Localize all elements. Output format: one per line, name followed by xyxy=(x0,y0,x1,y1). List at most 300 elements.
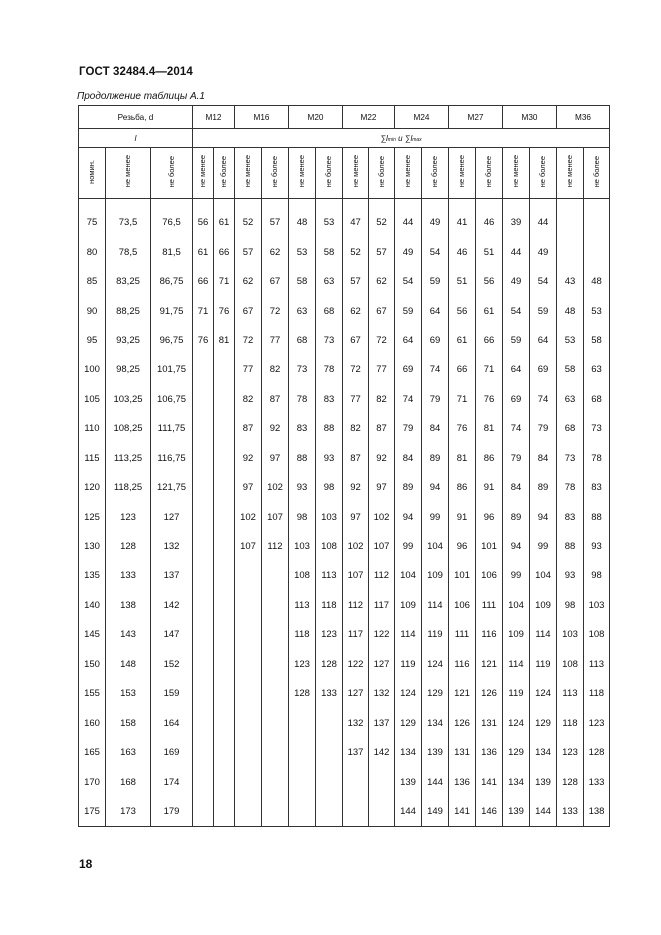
value-cell: 121,75 xyxy=(151,473,193,502)
value-cell: 84 xyxy=(503,473,530,502)
nominal-length-cell: 135 xyxy=(79,561,106,590)
table-row xyxy=(79,767,610,796)
value-cell: 87 xyxy=(343,444,369,473)
value-cell: 52 xyxy=(369,208,395,237)
value-cell: 51 xyxy=(476,237,503,266)
nominal-length-cell: 145 xyxy=(79,620,106,649)
value-cell: 126 xyxy=(449,708,476,737)
value-cell: 87 xyxy=(262,385,289,414)
value-cell xyxy=(316,797,343,827)
value-cell xyxy=(262,620,289,649)
column-subheader-text: не более xyxy=(484,155,493,188)
nominal-length-cell: 85 xyxy=(79,267,106,296)
value-cell: 144 xyxy=(530,797,557,827)
value-cell: 136 xyxy=(449,767,476,796)
value-cell xyxy=(262,650,289,679)
value-cell: 51 xyxy=(449,267,476,296)
table-row xyxy=(79,502,610,531)
value-cell: 99 xyxy=(395,532,422,561)
value-cell: 66 xyxy=(476,326,503,355)
value-cell: 81,5 xyxy=(151,237,193,266)
nominal-length-cell: 75 xyxy=(79,208,106,237)
value-cell: 57 xyxy=(235,237,262,266)
value-cell: 121 xyxy=(476,650,503,679)
column-subheader-text: не более xyxy=(376,155,386,188)
column-subheader-text: не менее xyxy=(350,155,360,188)
value-cell: 63 xyxy=(316,267,343,296)
value-cell xyxy=(193,738,214,767)
value-cell: 139 xyxy=(530,767,557,796)
value-cell: 52 xyxy=(235,208,262,237)
value-cell: 54 xyxy=(422,237,449,266)
value-cell: 101,75 xyxy=(151,355,193,384)
value-cell: 57 xyxy=(369,237,395,266)
value-cell: 98,25 xyxy=(106,355,151,384)
value-cell: 133 xyxy=(584,767,610,796)
value-cell: 107 xyxy=(262,502,289,531)
column-subheader-max xyxy=(422,148,449,199)
value-cell: 77 xyxy=(262,326,289,355)
value-cell: 59 xyxy=(503,326,530,355)
value-cell: 58 xyxy=(584,326,610,355)
value-cell: 121 xyxy=(449,679,476,708)
value-cell: 102 xyxy=(235,502,262,531)
value-cell: 99 xyxy=(422,502,449,531)
value-cell: 62 xyxy=(235,267,262,296)
value-cell: 96,75 xyxy=(151,326,193,355)
value-cell xyxy=(235,679,262,708)
value-cell xyxy=(262,591,289,620)
value-cell: 69 xyxy=(395,355,422,384)
value-cell: 67 xyxy=(343,326,369,355)
value-cell: 74 xyxy=(530,385,557,414)
column-subheader-min xyxy=(557,148,584,199)
value-cell: 108 xyxy=(289,561,316,590)
nominal-length-cell: 105 xyxy=(79,385,106,414)
value-cell xyxy=(316,708,343,737)
value-cell: 62 xyxy=(262,237,289,266)
value-cell: 131 xyxy=(449,738,476,767)
value-cell xyxy=(193,532,214,561)
value-cell: 81 xyxy=(476,414,503,443)
value-cell: 114 xyxy=(503,650,530,679)
value-cell xyxy=(343,767,369,796)
value-cell: 49 xyxy=(395,237,422,266)
value-cell xyxy=(235,708,262,737)
value-cell: 84 xyxy=(395,444,422,473)
value-cell: 134 xyxy=(503,767,530,796)
value-cell: 117 xyxy=(369,591,395,620)
value-cell: 107 xyxy=(369,532,395,561)
value-cell: 94 xyxy=(422,473,449,502)
value-cell: 169 xyxy=(151,738,193,767)
column-subheader-min xyxy=(395,148,422,199)
value-cell: 58 xyxy=(557,355,584,384)
value-cell: 128 xyxy=(557,767,584,796)
value-cell: 93,25 xyxy=(106,326,151,355)
value-cell: 46 xyxy=(449,237,476,266)
size-header: M30 xyxy=(503,106,557,129)
value-cell: 116 xyxy=(449,650,476,679)
value-cell: 163 xyxy=(106,738,151,767)
value-cell: 118 xyxy=(316,591,343,620)
value-cell: 103 xyxy=(557,620,584,649)
value-cell: 48 xyxy=(584,267,610,296)
value-cell xyxy=(235,650,262,679)
value-cell: 72 xyxy=(369,326,395,355)
column-subheader-min xyxy=(503,148,530,199)
value-cell: 49 xyxy=(422,208,449,237)
value-cell: 133 xyxy=(106,561,151,590)
value-cell: 141 xyxy=(476,767,503,796)
value-cell xyxy=(193,797,214,827)
value-cell: 103 xyxy=(584,591,610,620)
value-cell: 108,25 xyxy=(106,414,151,443)
value-cell xyxy=(343,797,369,827)
value-cell: 73,5 xyxy=(106,208,151,237)
value-cell: 109 xyxy=(503,620,530,649)
value-cell: 106 xyxy=(476,561,503,590)
value-cell: 81 xyxy=(449,444,476,473)
value-cell: 93 xyxy=(316,444,343,473)
value-cell: 54 xyxy=(395,267,422,296)
value-cell: 103 xyxy=(316,502,343,531)
column-subheader-text: не менее xyxy=(403,155,412,188)
value-cell xyxy=(262,561,289,590)
value-cell: 47 xyxy=(343,208,369,237)
value-cell: 46 xyxy=(476,208,503,237)
value-cell: 129 xyxy=(395,708,422,737)
value-cell: 67 xyxy=(262,267,289,296)
value-cell: 127 xyxy=(369,650,395,679)
value-cell xyxy=(193,620,214,649)
value-cell: 124 xyxy=(503,708,530,737)
value-cell: 104 xyxy=(395,561,422,590)
table-row xyxy=(79,650,610,679)
value-cell: 96 xyxy=(476,502,503,531)
value-cell: 149 xyxy=(422,797,449,827)
value-cell: 173 xyxy=(106,797,151,827)
column-subheader-text: не более xyxy=(324,155,333,188)
value-cell: 111 xyxy=(449,620,476,649)
value-cell: 69 xyxy=(530,355,557,384)
value-cell xyxy=(193,561,214,590)
value-cell: 113 xyxy=(289,591,316,620)
value-cell: 124 xyxy=(395,679,422,708)
value-cell xyxy=(214,532,235,561)
table-row xyxy=(79,296,610,325)
value-cell: 94 xyxy=(530,502,557,531)
column-subheader-min xyxy=(106,148,151,199)
column-subheader-text: не более xyxy=(430,155,439,188)
value-cell: 53 xyxy=(584,296,610,325)
value-cell: 79 xyxy=(530,414,557,443)
value-cell: 73 xyxy=(289,355,316,384)
value-cell: 64 xyxy=(422,296,449,325)
value-cell: 86 xyxy=(476,444,503,473)
value-cell: 83 xyxy=(316,385,343,414)
value-cell: 141 xyxy=(449,797,476,827)
value-cell: 73 xyxy=(584,414,610,443)
table-row xyxy=(79,326,610,355)
value-cell xyxy=(235,561,262,590)
length-label: l xyxy=(79,129,193,148)
value-cell: 104 xyxy=(422,532,449,561)
value-cell: 91 xyxy=(449,502,476,531)
table-row xyxy=(79,473,610,502)
value-cell: 44 xyxy=(503,237,530,266)
value-cell: 88,25 xyxy=(106,296,151,325)
value-cell xyxy=(193,385,214,414)
value-cell: 132 xyxy=(369,679,395,708)
nominal-length-cell: 155 xyxy=(79,679,106,708)
value-cell: 67 xyxy=(369,296,395,325)
value-cell: 114 xyxy=(422,591,449,620)
value-cell: 64 xyxy=(530,326,557,355)
column-subheader-min xyxy=(289,148,316,199)
value-cell: 153 xyxy=(106,679,151,708)
value-cell: 44 xyxy=(395,208,422,237)
value-cell: 41 xyxy=(449,208,476,237)
value-cell: 62 xyxy=(369,267,395,296)
value-cell xyxy=(262,767,289,796)
value-cell: 133 xyxy=(557,797,584,827)
sum-label: ∑lmin и ∑lmax xyxy=(193,129,610,148)
value-cell: 77 xyxy=(343,385,369,414)
value-cell: 76 xyxy=(449,414,476,443)
nominal-length-cell: 130 xyxy=(79,532,106,561)
nominal-length-cell: 140 xyxy=(79,591,106,620)
value-cell xyxy=(193,414,214,443)
nominal-length-cell: 95 xyxy=(79,326,106,355)
value-cell xyxy=(214,620,235,649)
value-cell: 92 xyxy=(262,414,289,443)
value-cell: 68 xyxy=(557,414,584,443)
value-cell: 76 xyxy=(193,326,214,355)
size-header: M24 xyxy=(395,106,449,129)
value-cell: 112 xyxy=(343,591,369,620)
column-subheader-text: не менее xyxy=(198,155,207,188)
value-cell: 124 xyxy=(530,679,557,708)
value-cell xyxy=(262,738,289,767)
value-cell: 89 xyxy=(530,473,557,502)
value-cell: 59 xyxy=(530,296,557,325)
table-row xyxy=(79,532,610,561)
value-cell: 174 xyxy=(151,767,193,796)
value-cell: 53 xyxy=(557,326,584,355)
value-cell: 76 xyxy=(214,296,235,325)
value-cell xyxy=(214,767,235,796)
table-row xyxy=(79,237,610,266)
value-cell xyxy=(235,620,262,649)
value-cell: 71 xyxy=(193,296,214,325)
value-cell: 66 xyxy=(193,267,214,296)
value-cell: 109 xyxy=(530,591,557,620)
value-cell: 82 xyxy=(235,385,262,414)
value-cell: 63 xyxy=(557,385,584,414)
value-cell xyxy=(289,738,316,767)
value-cell: 91,75 xyxy=(151,296,193,325)
value-cell: 102 xyxy=(262,473,289,502)
value-cell: 78 xyxy=(316,355,343,384)
value-cell: 114 xyxy=(530,620,557,649)
value-cell: 59 xyxy=(422,267,449,296)
value-cell: 142 xyxy=(151,591,193,620)
value-cell: 81 xyxy=(214,326,235,355)
value-cell: 148 xyxy=(106,650,151,679)
dimension-table xyxy=(78,105,610,827)
value-cell: 67 xyxy=(235,296,262,325)
value-cell: 94 xyxy=(395,502,422,531)
value-cell: 132 xyxy=(151,532,193,561)
value-cell: 133 xyxy=(316,679,343,708)
nominal-length-cell: 110 xyxy=(79,414,106,443)
value-cell xyxy=(214,679,235,708)
value-cell: 104 xyxy=(503,591,530,620)
column-subheader-text: не менее xyxy=(243,155,252,188)
value-cell: 89 xyxy=(422,444,449,473)
value-cell xyxy=(214,650,235,679)
column-subheader-max xyxy=(316,148,343,199)
value-cell: 62 xyxy=(343,296,369,325)
table-row xyxy=(79,797,610,827)
value-cell: 106,75 xyxy=(151,385,193,414)
value-cell: 139 xyxy=(503,797,530,827)
value-cell: 43 xyxy=(557,267,584,296)
value-cell: 82 xyxy=(262,355,289,384)
value-cell: 52 xyxy=(343,237,369,266)
value-cell xyxy=(369,767,395,796)
table-row xyxy=(79,561,610,590)
value-cell: 83 xyxy=(557,502,584,531)
value-cell: 92 xyxy=(343,473,369,502)
value-cell: 54 xyxy=(503,296,530,325)
value-cell xyxy=(193,767,214,796)
value-cell: 144 xyxy=(422,767,449,796)
value-cell: 108 xyxy=(316,532,343,561)
value-cell: 179 xyxy=(151,797,193,827)
value-cell: 108 xyxy=(584,620,610,649)
column-subheader-min xyxy=(449,148,476,199)
value-cell xyxy=(262,708,289,737)
value-cell: 137 xyxy=(369,708,395,737)
column-subheader-text: номин. xyxy=(87,159,96,184)
value-cell xyxy=(214,591,235,620)
value-cell: 49 xyxy=(503,267,530,296)
value-cell: 83,25 xyxy=(106,267,151,296)
value-cell xyxy=(316,767,343,796)
nominal-length-cell: 115 xyxy=(79,444,106,473)
value-cell: 91 xyxy=(476,473,503,502)
value-cell xyxy=(214,797,235,827)
nominal-length-cell: 125 xyxy=(79,502,106,531)
value-cell: 128 xyxy=(289,679,316,708)
value-cell xyxy=(584,237,610,266)
value-cell: 59 xyxy=(395,296,422,325)
value-cell: 109 xyxy=(422,561,449,590)
value-cell: 76,5 xyxy=(151,208,193,237)
value-cell: 102 xyxy=(369,502,395,531)
value-cell: 134 xyxy=(422,708,449,737)
table-row xyxy=(79,267,610,296)
value-cell: 128 xyxy=(106,532,151,561)
value-cell: 68 xyxy=(316,296,343,325)
table-row xyxy=(79,444,610,473)
column-subheader-text: не более xyxy=(591,155,601,188)
value-cell: 78 xyxy=(289,385,316,414)
value-cell: 139 xyxy=(395,767,422,796)
value-cell: 142 xyxy=(369,738,395,767)
value-cell: 106 xyxy=(449,591,476,620)
value-cell xyxy=(235,767,262,796)
value-cell: 158 xyxy=(106,708,151,737)
value-cell: 129 xyxy=(530,708,557,737)
value-cell: 63 xyxy=(289,296,316,325)
value-cell: 88 xyxy=(289,444,316,473)
value-cell: 73 xyxy=(557,444,584,473)
value-cell xyxy=(289,797,316,827)
value-cell xyxy=(289,708,316,737)
thread-label: Резьба, d xyxy=(79,106,193,129)
value-cell: 98 xyxy=(316,473,343,502)
column-subheader-text: не более xyxy=(538,155,547,188)
value-cell: 63 xyxy=(584,355,610,384)
value-cell xyxy=(214,561,235,590)
value-cell: 64 xyxy=(503,355,530,384)
value-cell xyxy=(193,591,214,620)
value-cell xyxy=(235,738,262,767)
value-cell: 124 xyxy=(422,650,449,679)
value-cell: 152 xyxy=(151,650,193,679)
value-cell: 84 xyxy=(422,414,449,443)
nominal-length-cell: 80 xyxy=(79,237,106,266)
size-header: M36 xyxy=(557,106,610,129)
value-cell: 86,75 xyxy=(151,267,193,296)
value-cell: 107 xyxy=(343,561,369,590)
column-subheader-min xyxy=(193,148,214,199)
value-cell: 123 xyxy=(106,502,151,531)
column-subheader-text: не более xyxy=(219,155,228,188)
value-cell: 146 xyxy=(476,797,503,827)
value-cell: 87 xyxy=(369,414,395,443)
column-subheader-max xyxy=(369,148,395,199)
value-cell xyxy=(193,502,214,531)
value-cell xyxy=(214,385,235,414)
value-cell: 113 xyxy=(316,561,343,590)
value-cell: 39 xyxy=(503,208,530,237)
value-cell: 77 xyxy=(235,355,262,384)
value-cell: 66 xyxy=(214,237,235,266)
value-cell xyxy=(193,679,214,708)
value-cell: 87 xyxy=(235,414,262,443)
value-cell: 74 xyxy=(422,355,449,384)
table-row xyxy=(79,591,610,620)
nominal-length-cell: 90 xyxy=(79,296,106,325)
value-cell: 49 xyxy=(530,237,557,266)
column-subheader-max xyxy=(262,148,289,199)
value-cell: 113,25 xyxy=(106,444,151,473)
value-cell: 113 xyxy=(584,650,610,679)
table-row xyxy=(79,414,610,443)
value-cell xyxy=(214,444,235,473)
value-cell: 56 xyxy=(476,267,503,296)
value-cell: 57 xyxy=(262,208,289,237)
value-cell xyxy=(289,767,316,796)
value-cell: 77 xyxy=(369,355,395,384)
value-cell: 84 xyxy=(530,444,557,473)
value-cell xyxy=(193,355,214,384)
value-cell: 61 xyxy=(214,208,235,237)
